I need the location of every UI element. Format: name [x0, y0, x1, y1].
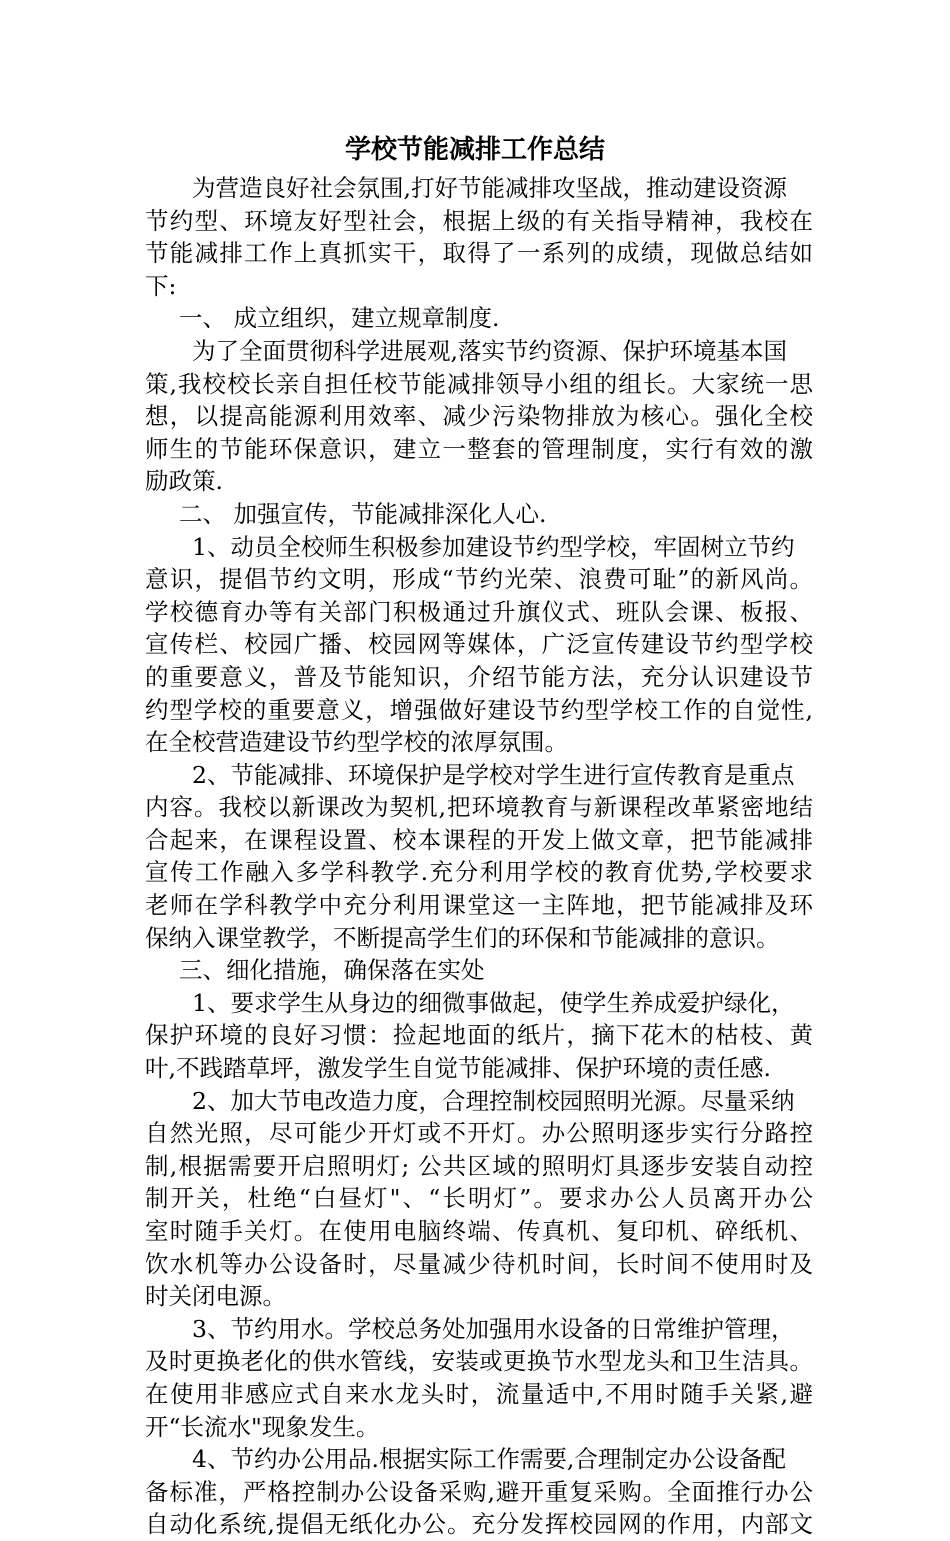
- paragraph-line: 3、节约用水。学校总务处加强用水设备的日常维护管理，: [192, 1314, 795, 1343]
- paragraph-line: 想，以提高能源利用效率、减少污染物排放为核心。强化全校: [145, 402, 813, 431]
- paragraph-line: 饮水机等办公设备时，尽量减少待机时间，长时间不使用时及: [145, 1249, 813, 1278]
- section-heading: 三、细化措施，确保落在实处: [179, 956, 485, 985]
- document-title: 学校节能减排工作总结: [344, 135, 605, 165]
- paragraph-line: 节约型、环境友好型社会，根据上级的有关指导精神，我校在: [145, 206, 813, 235]
- paragraph-line: 自然光照，尽可能少开灯或不开灯。办公照明逐步实行分路控: [145, 1119, 813, 1148]
- paragraph-line: 宣传栏、校园广播、校园网等媒体，广泛宣传建设节约型学校: [145, 630, 813, 659]
- paragraph-line: 老师在学科教学中充分利用课堂这一主阵地，把节能减排及环: [145, 891, 813, 920]
- paragraph-line: 2、节能减排、环境保护是学校对学生进行宣传教育是重点: [192, 760, 795, 789]
- paragraph-line: 时关闭电源。: [145, 1282, 286, 1311]
- paragraph-line: 保护环境的良好习惯：捡起地面的纸片，摘下花木的枯枝、黄: [145, 1021, 813, 1050]
- paragraph-line: 开“长流水"现象发生。: [145, 1412, 380, 1441]
- section-heading: 一、 成立组织，建立规章制度.: [179, 304, 500, 333]
- paragraph-line: 在使用非感应式自来水龙头时，流量适中,不用时随手关紧,避: [145, 1379, 813, 1408]
- paragraph-line: 为营造良好社会氛围,打好节能减排攻坚战，推动建设资源: [192, 174, 787, 202]
- paragraph-line: 1、动员全校师生积极参加建设节约型学校，牢固树立节约: [192, 532, 795, 561]
- paragraph-line: 师生的节能环保意识，建立一整套的管理制度，实行有效的激: [145, 434, 813, 463]
- paragraph-line: 保纳入课堂教学，不断提高学生们的环保和节能减排的意识。: [145, 923, 780, 952]
- paragraph-line: 自动化系统,提倡无纸化办公。充分发挥校园网的作用，内部文: [145, 1510, 813, 1539]
- paragraph-line: 1、要求学生从身边的细微事做起，使学生养成爱护绿化，: [192, 988, 795, 1017]
- paragraph-line: 2、加大节电改造力度，合理控制校园照明光源。尽量采纳: [192, 1086, 795, 1115]
- paragraph-line: 策,我校校长亲自担任校节能减排领导小组的组长。大家统一思: [145, 369, 813, 398]
- paragraph-line: 的重要意义，普及节能知识，介绍节能方法，充分认识建设节: [145, 662, 813, 691]
- paragraph-line: 合起来，在课程设置、校本课程的开发上做文章，把节能减排: [145, 825, 813, 854]
- paragraph-line: 叶,不践踏草坪，激发学生自觉节能减排、保护环境的责任感.: [145, 1054, 771, 1083]
- paragraph-line: 约型学校的重要意义，增强做好建设节约型学校工作的自觉性,: [145, 695, 813, 724]
- paragraph-line: 节能减排工作上真抓实干，取得了一系列的成绩，现做总结如: [145, 239, 813, 268]
- section-heading: 二、 加强宣传，节能减排深化人心.: [179, 499, 547, 528]
- paragraph-line: 在全校营造建设节约型学校的浓厚氛围。: [145, 728, 568, 757]
- document-body: [145, 172, 813, 1541]
- paragraph-line: 制开关，杜绝“白昼灯"、“长明灯”。要求办公人员离开办公: [145, 1184, 813, 1213]
- paragraph-line: 4、节约办公用品.根据实际工作需要,合理制定办公设备配: [192, 1445, 786, 1474]
- paragraph-line: 宣传工作融入多学科教学.充分利用学校的教育优势,学校要求: [145, 858, 813, 887]
- paragraph-line: 为了全面贯彻科学进展观,落实节约资源、保护环境基本国: [192, 336, 787, 365]
- paragraph-line: 制,根据需要开启照明灯; 公共区域的照明灯具逐步安装自动控: [145, 1151, 813, 1180]
- paragraph-line: 内容。我校以新课改为契机,把环境教育与新课程改革紧密地结: [145, 793, 813, 822]
- paragraph-line: 备标准，严格控制办公设备采购,避开重复采购。全面推行办公: [145, 1477, 813, 1506]
- paragraph-line: 下:: [145, 271, 177, 300]
- paragraph-line: 励政策.: [145, 467, 223, 496]
- paragraph-line: 意识，提倡节约文明，形成“节约光荣、浪费可耻”的新风尚。: [145, 565, 813, 594]
- paragraph-line: 学校德育办等有关部门积极通过升旗仪式、班队会课、板报、: [145, 597, 813, 626]
- paragraph-line: 及时更换老化的供水管线，安装或更换节水型龙头和卫生洁具。: [145, 1347, 813, 1376]
- paragraph-line: 室时随手关灯。在使用电脑终端、传真机、复印机、碎纸机、: [145, 1217, 813, 1245]
